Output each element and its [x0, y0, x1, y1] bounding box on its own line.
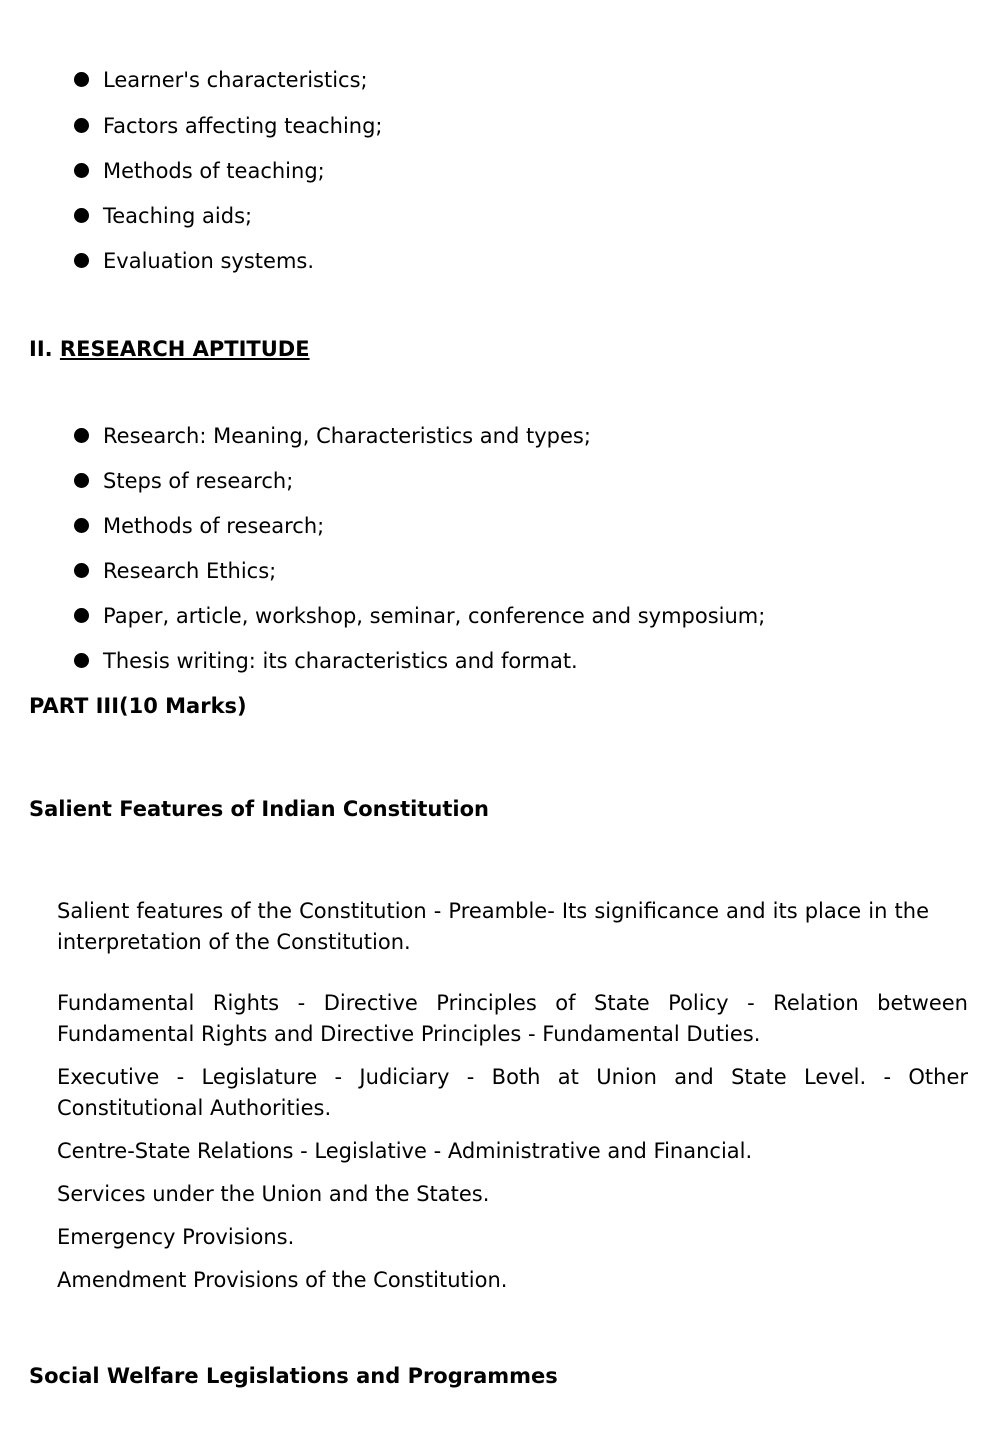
bullet-icon	[74, 253, 89, 268]
bullet-icon	[74, 428, 89, 443]
paragraph: Executive - Legislature - Judiciary - Both at Union and State Level. - Other Constitutional Authorities.	[57, 1065, 968, 1120]
list-item-text: Methods of teaching;	[103, 159, 325, 183]
bullet-icon	[74, 518, 89, 533]
paragraph: Salient features of the Constitution - Preamble- Its significance and its place in the interpretation of the Constitution.	[57, 899, 929, 954]
paragraph: Fundamental Rights - Directive Principles of State Policy - Relation between Fundamental Rights and Directive Principles - Fundamental Duties.	[57, 991, 968, 1046]
list-item-text: Thesis writing: its characteristics and format.	[103, 649, 578, 673]
paragraph: Amendment Provisions of the Constitution.	[57, 1268, 508, 1292]
constitution-heading: Salient Features of Indian Constitution	[29, 797, 489, 821]
list-item-text: Evaluation systems.	[103, 249, 315, 273]
list-item-text: Factors affecting teaching;	[103, 114, 383, 138]
bullet-icon	[74, 118, 89, 133]
paragraph: Services under the Union and the States.	[57, 1182, 490, 1206]
paragraph: Centre-State Relations - Legislative - Administrative and Financial.	[57, 1139, 753, 1163]
bullet-icon	[74, 473, 89, 488]
section-title: RESEARCH APTITUDE	[59, 337, 310, 361]
list-item-text: Steps of research;	[103, 469, 294, 493]
welfare-heading: Social Welfare Legislations and Programmes	[29, 1364, 558, 1388]
bullet-icon	[74, 563, 89, 578]
section-heading-research	[29, 336, 310, 362]
bullet-icon	[74, 72, 89, 87]
list-item-text: Methods of research;	[103, 514, 325, 538]
bullet-icon	[74, 163, 89, 178]
section-number: II.	[29, 337, 53, 361]
list-item-text: Research: Meaning, Characteristics and types;	[103, 424, 591, 448]
bullet-icon	[74, 653, 89, 668]
list-item-text: Paper, article, workshop, seminar, conference and symposium;	[103, 604, 766, 628]
list-item-text: Learner's characteristics;	[103, 68, 368, 92]
bullet-icon	[74, 608, 89, 623]
part-title: PART III(10 Marks)	[29, 694, 247, 718]
paragraph: Emergency Provisions.	[57, 1225, 295, 1249]
list-item-text: Research Ethics;	[103, 559, 277, 583]
list-item-text: Teaching aids;	[103, 204, 253, 228]
bullet-icon	[74, 208, 89, 223]
